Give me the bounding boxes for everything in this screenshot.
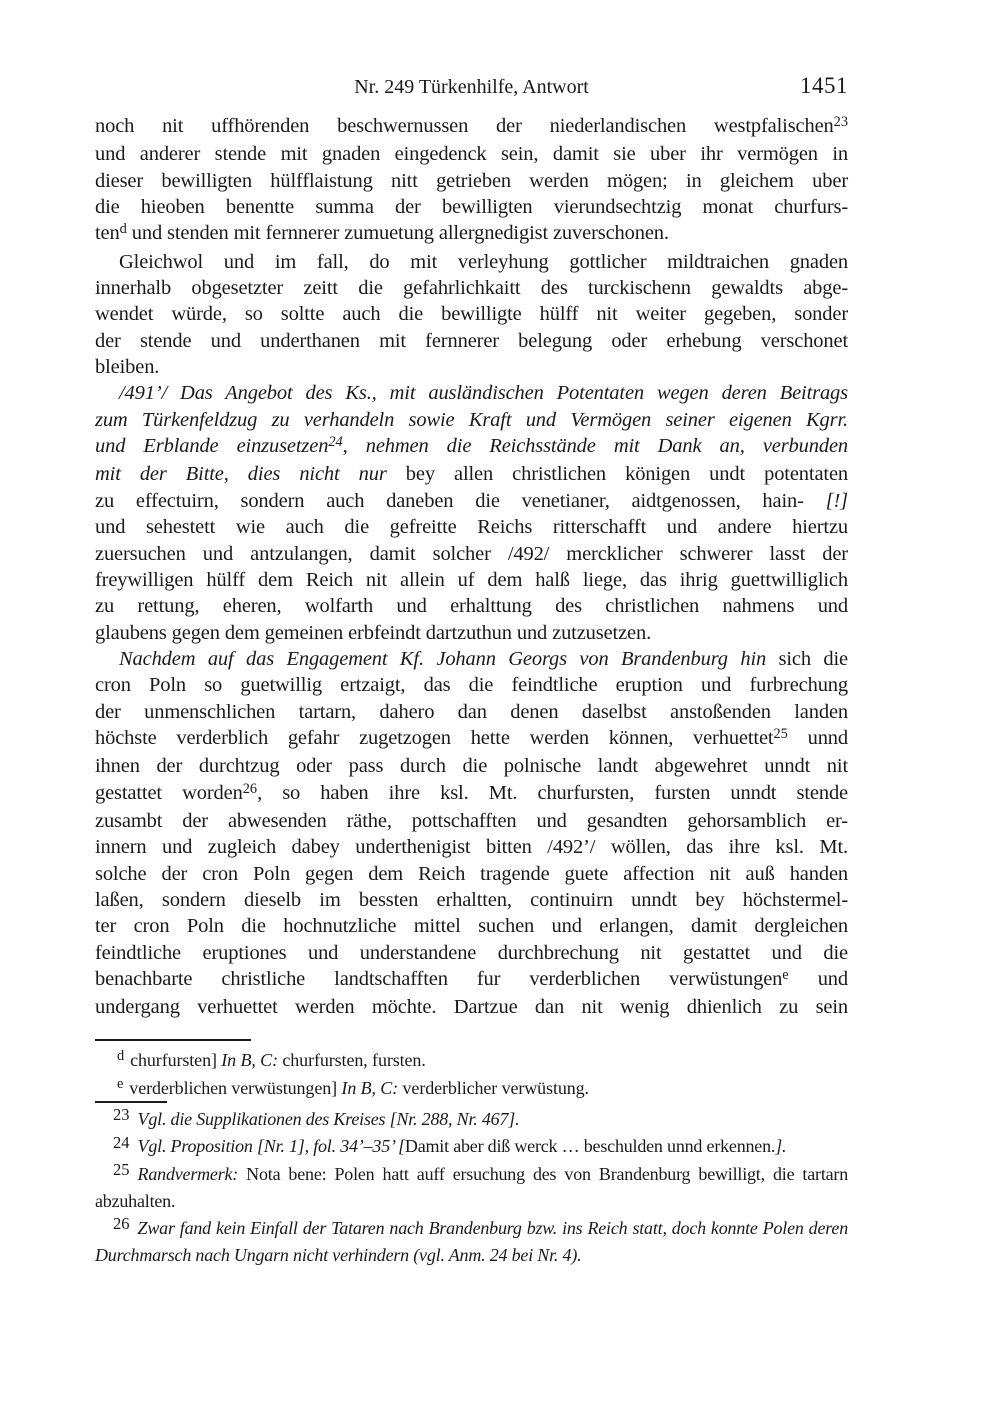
text-segment: Randvermerk:	[137, 1163, 239, 1184]
body-line	[95, 646, 848, 672]
body-line	[95, 514, 848, 540]
footnote-reference-mark: 25	[773, 725, 788, 742]
text-segment: die hieoben benentte summa der bewilligten vierundsechtzig monat churfurs-	[95, 196, 848, 219]
text-segment: und anderer stende mit gnaden eingedenck sein, damit sie uber ihr vermögen in	[95, 143, 848, 166]
body-line	[95, 249, 848, 275]
footnote-separator-rule	[95, 1101, 167, 1103]
text-segment: glaubens gegen dem gemeinen erbfeindt dartzuthun und zutzusetzen.	[95, 621, 652, 644]
text-segment: In B, C:	[221, 1050, 278, 1070]
text-segment: Gleichwol und im fall, do mit verleyhung gottlicher mildtraichen gnaden	[119, 250, 848, 273]
body-line	[95, 141, 848, 167]
running-header-title: Nr. 249 Türkenhilfe, Antwort	[354, 76, 589, 98]
apparatus-note	[95, 1075, 848, 1103]
footnote	[95, 1215, 848, 1269]
text-segment: feindtliche eruptiones und understandene durchbrechung nit gestattet und die	[95, 941, 848, 964]
text-segment: churfursten]	[130, 1050, 222, 1070]
body-line	[95, 328, 848, 354]
footnote-reference-mark: 26	[242, 780, 258, 797]
text-segment: undergang verhuettet werden möchte. Dartzue dan nit wenig dhienlich zu sein	[95, 996, 848, 1019]
body-line	[95, 433, 848, 461]
text-segment: ter cron Poln die hochnutzliche mittel suchen und erlangen, damit dergleichen	[95, 915, 848, 938]
body-line	[95, 725, 848, 753]
text-segment: und	[788, 968, 849, 990]
text-segment: und sehestett wie auch die gefreitte Reichs ritterschafft und andere hiertzu	[95, 516, 848, 539]
footnotes-block	[95, 1106, 848, 1268]
text-segment: der stende und underthanen mit fernnerer belegung oder erhebung verschonet	[95, 329, 848, 352]
body-line	[95, 808, 848, 834]
text-segment: bey allen christlichen königen undt potentaten	[405, 463, 848, 486]
body-line	[95, 593, 848, 619]
body-line	[95, 887, 848, 913]
footnote-reference-mark: d	[119, 221, 127, 238]
body-line	[95, 168, 848, 194]
body-line	[95, 354, 848, 380]
footnote-marker: 25	[113, 1160, 130, 1180]
body-line	[95, 672, 848, 698]
footnote	[95, 1133, 848, 1160]
body-line	[95, 699, 848, 725]
apparatus-note-marker: d	[117, 1047, 125, 1064]
main-text-block	[95, 113, 848, 1021]
footnote-marker: 26	[113, 1214, 130, 1233]
text-segment: der unmenschlichen tartarn, dahero dan denen daselbst anstoßenden landen	[95, 700, 848, 723]
text-segment: , so haben ihre ksl. Mt. churfursten, fursten unndt stende	[257, 781, 848, 804]
text-segment: innern und zugleich dabey underthenigist bitten /492’/ wöllen, das ihre ksl. Mt.	[95, 836, 848, 859]
text-segment: dieser bewilligten hülfflaistung nitt getrieben werden mögen; in gleichem uber	[95, 169, 848, 192]
text-segment: Vgl. die Supplikationen des Kreises [Nr. 288, Nr. 467].	[137, 1109, 520, 1129]
footnote-reference-mark: e	[782, 966, 789, 983]
body-line	[95, 461, 848, 487]
text-segment: laßen, sondern dieselb im bessten erhaltten, continuirn unndt bey höchstermel-	[95, 888, 848, 911]
text-segment: Zwar fand kein Einfall der Tataren nach Brandenburg bzw. ins Reich statt, doch konnte Polen deren Durchmarsch nach Ungarn nicht verhindern (vgl. Anm. 24 bei Nr. 4).	[95, 1217, 848, 1266]
text-segment: zusambt der abwesenden räthe, pottschafften und gesandten gehorsamblich er-	[95, 809, 848, 832]
footnote-reference-mark: 23	[833, 113, 848, 130]
body-line	[95, 220, 848, 248]
text-segment: zu effectuirn, sondern auch daneben die venetianer, aidtgenossen, hain-	[95, 489, 826, 512]
page-number: 1451	[800, 73, 848, 98]
footnote-marker: 23	[113, 1105, 130, 1125]
text-segment: gestattet worden	[95, 781, 243, 804]
text-segment: verderblichen verwüstungen]	[129, 1078, 342, 1098]
body-line	[95, 861, 848, 887]
body-line	[95, 380, 848, 406]
footnote	[95, 1161, 848, 1215]
body-line	[95, 194, 848, 220]
footnote	[95, 1106, 848, 1133]
text-segment: Nachdem auf das Engagement Kf. Johann Georgs von Brandenburg hin	[119, 647, 779, 670]
body-line	[95, 301, 848, 327]
text-segment: mit der Bitte, dies nicht nur	[95, 463, 406, 486]
text-segment: zuersuchen und antzulangen, damit solcher /492/ mercklicher schwerer lasst der	[95, 542, 848, 565]
text-segment: verderblicher verwüstung.	[398, 1078, 589, 1098]
text-segment: [!]	[825, 489, 848, 512]
text-segment: wendet würde, so soltte auch die bewilligte hülff nit weiter gegeben, sonder	[95, 303, 848, 326]
text-segment: ihnen der durchtzug oder pass durch die polnische landt abgewehret unndt nit	[95, 755, 848, 778]
variant-apparatus-block	[95, 1047, 848, 1103]
body-line	[95, 753, 848, 779]
body-line	[95, 407, 848, 433]
text-segment: In B, C:	[341, 1078, 399, 1098]
body-line	[95, 940, 848, 966]
body-line	[95, 966, 848, 994]
text-segment: sich die	[778, 647, 848, 670]
text-segment: freywilligen hülff dem Reich nit allein uf dem halß liege, das ihrig guettwilliglich	[95, 568, 848, 591]
body-line	[95, 994, 848, 1020]
apparatus-note-marker: e	[117, 1075, 124, 1092]
text-segment: und Erblande einzusetzen	[95, 435, 329, 458]
body-line	[95, 567, 848, 593]
text-segment: und stenden mit fernnerer zumuetung allergnedigist zuverschonen.	[126, 222, 669, 245]
apparatus-separator-rule	[95, 1039, 251, 1041]
body-line	[95, 113, 848, 141]
text-segment: bleiben.	[95, 356, 160, 379]
body-line	[95, 780, 848, 808]
body-line	[95, 488, 848, 514]
text-segment: Nota bene: Polen hatt auff ersuchung des von Brandenburg bewilligt, die tartarn abzuhalten.	[95, 1163, 848, 1212]
text-segment: noch nit uffhörenden beschwernussen der niederlandischen westpfalischen	[95, 115, 834, 137]
text-segment: unnd	[787, 726, 848, 749]
text-segment: churfursten, fursten.	[277, 1050, 426, 1070]
body-line	[95, 913, 848, 939]
body-line	[95, 541, 848, 567]
text-segment: innerhalb obgesetzter zeitt die gefahrlichkaitt des turckischenn gewaldts abge-	[95, 277, 848, 300]
text-segment: höchste verderblich gefahr zugetzogen hette werden können, verhuettet	[95, 726, 774, 749]
footnote-marker: 24	[113, 1132, 130, 1152]
text-segment: , nehmen die Reichsstände mit Dank an, verbunden	[342, 435, 848, 458]
body-line	[95, 275, 848, 301]
text-segment: Damit aber diß werck … beschulden unnd erkennen.	[404, 1136, 776, 1157]
body-line	[95, 620, 848, 646]
text-segment: cron Poln so guetwillig ertzaigt, das die feindtliche eruption und furbrechung	[95, 674, 848, 697]
body-line	[95, 834, 848, 860]
text-segment: solche der cron Poln gegen dem Reich tragende guete affection nit auß handen	[95, 862, 848, 885]
text-segment: zum Türkenfeldzug zu verhandeln sowie Kraft und Vermögen seiner eigenen Kgrr.	[95, 408, 848, 431]
text-segment: /491’/ Das Angebot des Ks., mit ausländischen Potentaten wegen deren Beitrags	[119, 382, 848, 405]
apparatus-note	[95, 1047, 848, 1075]
running-header	[95, 73, 848, 106]
text-segment: Vgl. Proposition [Nr. 1], fol. 34’–35’ [	[137, 1136, 405, 1157]
text-segment: ten	[95, 222, 120, 245]
text-segment: zu rettung, eheren, wolfarth und erhalttung des christlichen nahmens und	[95, 595, 848, 618]
footnote-reference-mark: 24	[328, 434, 343, 451]
text-segment: ].	[775, 1136, 787, 1157]
text-segment: benachbarte christliche landtschafften fur verderblichen verwüstungen	[95, 968, 783, 990]
